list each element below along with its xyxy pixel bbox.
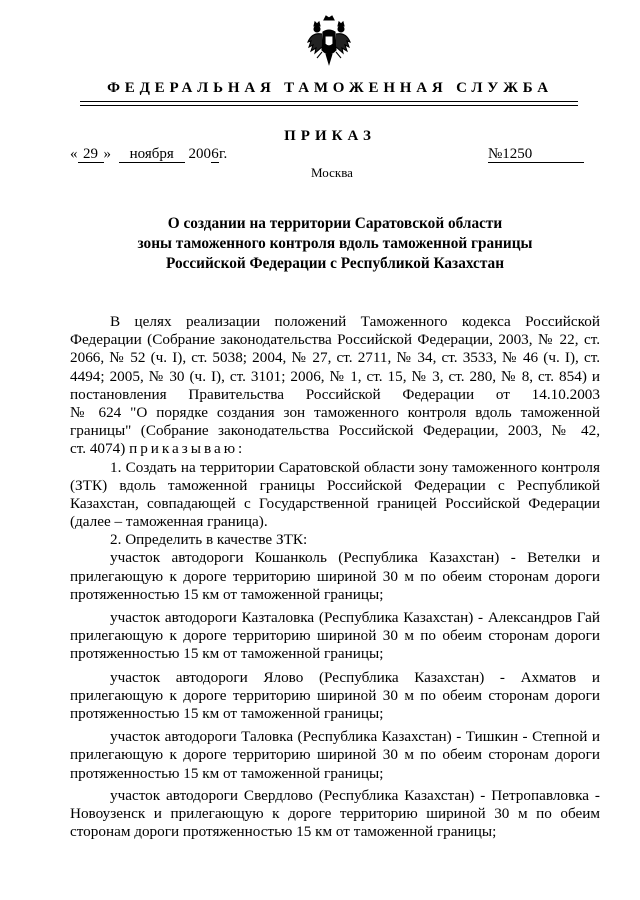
title-line: О создании на территории Саратовской области: [167, 215, 503, 232]
city: Москва: [311, 165, 353, 180]
order-word: приказываю:: [129, 440, 246, 458]
body-line: протяженностью 15 км от таможенной границы;: [70, 585, 384, 603]
body-line: [70, 440, 600, 458]
body-line: 2066, № 52 (ч. I), ст. 5038; 2004, № 27, ст. 2711, № 34, ст. 3533, № 46 (ч. I), ст.: [70, 349, 600, 367]
date-year-prefix: 200: [188, 146, 211, 162]
body-line: протяженностью 15 км от таможенной границы;: [70, 764, 384, 782]
document-title: [80, 214, 590, 274]
body-line: Федерации (Собрание законодательства Российской Федерации, 2003, № 22, ст.: [70, 331, 600, 349]
agency-name: ФЕДЕРАЛЬНАЯ ТАМОЖЕННАЯ СЛУЖБА: [107, 80, 553, 96]
body-line: участок автодороги Казталовка (Республика Казахстан) - Александров Гай: [110, 609, 600, 626]
body-line: прилегающую к дороге территорию шириной 30 м по обеим сторонам дороги: [70, 567, 600, 585]
body-line: Казахстан, совпадающей с Государственной границей Российской Федерации: [70, 494, 600, 512]
body-line: границы" (Собрание законодательства Российской Федерации, 2003, № 42,: [70, 422, 600, 440]
body-line: Новоузенск и прилегающую к дороге территорию шириной 30 м по обеим: [70, 804, 600, 822]
title-line: зоны таможенного контроля вдоль таможенной границы: [137, 235, 533, 252]
date-day: 29: [78, 147, 104, 163]
body-line: прилегающую к дороге территорию шириной 30 м по обеим сторонам дороги: [70, 746, 600, 764]
date-open-quote: «: [70, 146, 78, 162]
header-divider: [80, 101, 578, 106]
body-line: постановления Правительства Российской Федерации от 14.10.2003: [70, 385, 600, 403]
preamble-end: ст. 4074): [70, 440, 126, 458]
body-line: участок автодороги Свердлово (Республика Казахстан) - Петропавловка -: [110, 786, 600, 804]
body-line: В целях реализации положений Таможенного кодекса Российской: [110, 313, 600, 330]
order-date: [70, 146, 227, 163]
document-type: ПРИКАЗ: [284, 128, 376, 144]
title-line: Российской Федерации с Республикой Казахстан: [165, 255, 505, 272]
document-body: [70, 313, 600, 841]
body-line: участок автодороги Ялово (Республика Казахстан) - Ахматов и: [110, 668, 600, 686]
body-line: 1. Создать на территории Саратовской области зону таможенного контроля: [110, 458, 600, 476]
body-line: протяженностью 15 км от таможенной границы;: [70, 704, 384, 722]
double-headed-eagle-emblem: [306, 14, 352, 72]
body-line: (далее – таможенная граница).: [70, 513, 268, 531]
body-line: прилегающую к дороге территорию шириной 30 м по обеим сторонам дороги: [70, 627, 600, 645]
order-number-value: №1250: [488, 147, 584, 163]
body-line: участок автодороги Кошанколь (Республика Казахстан) - Ветелки и: [110, 549, 600, 567]
date-year-unit: г.: [219, 146, 228, 162]
date-year-suffix: 6: [211, 146, 219, 162]
body-line: (ЗТК) вдоль таможенной границы Российской Федерации с Республикой: [70, 476, 600, 494]
body-line: протяженностью 15 км от таможенной границы;: [70, 645, 384, 663]
body-line: участок автодороги Таловка (Республика Казахстан) - Тишкин - Степной и: [110, 728, 600, 746]
date-close-quote: »: [103, 146, 111, 162]
order-number: [488, 146, 584, 163]
body-line: 4494; 2005, № 30 (ч. I), ст. 3101; 2006, № 1, ст. 15, № 3, ст. 280, № 8, ст. 854) и: [70, 367, 600, 385]
body-line: № 624 "О порядке создания зон таможенного контроля вдоль таможенной: [70, 403, 600, 421]
date-month: ноября: [119, 147, 185, 163]
body-line: 2. Определить в качестве ЗТК:: [110, 531, 308, 549]
body-line: сторонам дороги протяженностью 15 км от таможенной границы;: [70, 823, 497, 841]
body-line: прилегающую к дороге территорию шириной 30 м по обеим сторонам дороги: [70, 686, 600, 704]
